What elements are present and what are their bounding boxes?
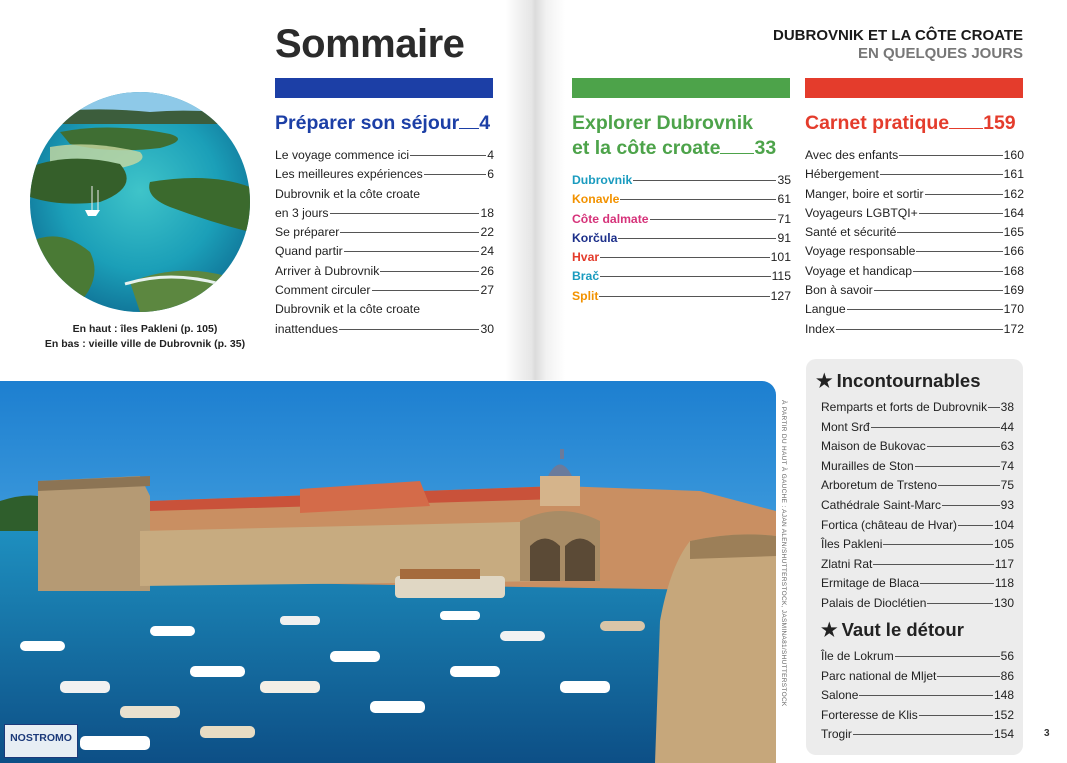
section-label: Préparer son séjour	[275, 112, 460, 134]
section-bar-preparer	[275, 78, 493, 98]
star-icon: ★	[821, 619, 838, 640]
detour-title: ★ Vaut le détour	[821, 619, 964, 640]
toc-entry[interactable]: Se préparer 22	[275, 225, 494, 240]
photo-caption	[30, 322, 260, 352]
toc-entry[interactable]: Voyage responsable 166	[805, 244, 1024, 259]
toc-entry[interactable]: Dubrovnik et la côte croate inattendues 30	[275, 302, 494, 336]
section-label-2: et la côte croate	[572, 137, 721, 159]
toc-entry[interactable]: Hvar 101	[572, 250, 791, 265]
toc-entry[interactable]: Manger, boire et sortir 162	[805, 186, 1024, 201]
section-label: Carnet pratique	[805, 112, 950, 134]
toc-entry[interactable]: Avec des enfants 160	[805, 148, 1024, 162]
toc-entry[interactable]: Les meilleures expériences 6	[275, 167, 494, 182]
toc-entry[interactable]: Mont Srđ 44	[821, 419, 1014, 434]
pakleni-islands-photo	[30, 92, 250, 312]
book-title: DUBROVNIK ET LA CÔTE CROATE	[773, 27, 1023, 44]
toc-entry[interactable]: Île de Lokrum 56	[821, 649, 1014, 663]
toc-entry[interactable]: Parc national de Mljet 86	[821, 668, 1014, 683]
toc-entry[interactable]: Trogir 154	[821, 727, 1014, 742]
caption-top: En haut : îles Pakleni (p. 105)	[72, 323, 218, 335]
toc-entry[interactable]: Arriver à Dubrovnik 26	[275, 263, 494, 278]
section-title-preparer[interactable]	[275, 111, 490, 136]
book-header	[773, 27, 1023, 63]
section-bar-carnet	[805, 78, 1023, 98]
section-title-carnet[interactable]	[805, 111, 1016, 136]
spine-shadow	[505, 0, 565, 380]
caption-bottom: En bas : vieille ville de Dubrovnik (p. 35)	[44, 338, 246, 350]
toc-entry[interactable]: Langue 170	[805, 302, 1024, 317]
toc-entry[interactable]: Palais de Dioclétien 130	[821, 595, 1014, 610]
toc-entry[interactable]: Brač 115	[572, 269, 791, 284]
toc-entry[interactable]: Dubrovnik et la côte croate en 3 jours 18	[275, 186, 494, 220]
toc-entry[interactable]: Îles Pakleni 105	[821, 537, 1014, 552]
toc-entry[interactable]: Maison de Bukovac 63	[821, 439, 1014, 454]
dubrovnik-old-town-photo	[0, 381, 776, 763]
toc-entry[interactable]: Remparts et forts de Dubrovnik 38	[821, 400, 1014, 414]
toc-entry[interactable]: Konavle 61	[572, 192, 791, 207]
section-page: 4	[479, 112, 491, 134]
toc-entry[interactable]: Comment circuler 27	[275, 283, 494, 298]
toc-entry[interactable]: Ermitage de Blaca 118	[821, 576, 1014, 591]
toc-entry[interactable]: Bon à savoir 169	[805, 283, 1024, 298]
toc-entry[interactable]: Voyageurs LGBTQI+ 164	[805, 205, 1024, 220]
toc-entry[interactable]: Santé et sécurité 165	[805, 225, 1024, 240]
toc-entry[interactable]: Murailles de Ston 74	[821, 458, 1014, 473]
toc-entry[interactable]: Zlatni Rat 117	[821, 556, 1014, 571]
toc-entry[interactable]: Le voyage commence ici 4	[275, 148, 494, 162]
toc-detour	[821, 647, 1014, 745]
book-subtitle: EN QUELQUES JOURS	[857, 45, 1023, 62]
toc-entry[interactable]: Korčula 91	[572, 230, 791, 245]
section-bar-explorer	[572, 78, 790, 98]
page-title: Sommaire	[275, 22, 465, 66]
toc-entry[interactable]: Salone 148	[821, 688, 1014, 703]
toc-preparer	[275, 146, 494, 339]
logo-text: NOSTROMO	[10, 732, 72, 744]
page-number: 3	[1044, 728, 1050, 739]
toc-entry[interactable]: Voyage et handicap 168	[805, 263, 1024, 278]
photo-credit: À PARTIR DU HAUT À GAUCHE : AJAN ALEN/SHUTTERSTOCK, JASMINA81/SHUTTERSTOCK	[780, 400, 787, 707]
toc-entry[interactable]: Split 127	[572, 288, 791, 303]
nostromo-logo	[4, 724, 78, 758]
section-title-explorer[interactable]	[572, 111, 776, 161]
toc-entry[interactable]: Index 172	[805, 321, 1024, 336]
star-icon: ★	[816, 370, 833, 391]
incontournables-title: ★ Incontournables	[816, 370, 981, 391]
toc-entry[interactable]: Arboretum de Trsteno 75	[821, 478, 1014, 493]
toc-entry[interactable]: Quand partir 24	[275, 244, 494, 259]
toc-entry[interactable]: Hébergement 161	[805, 167, 1024, 182]
section-label: Explorer Dubrovnik	[572, 112, 753, 134]
toc-carnet	[805, 146, 1024, 339]
toc-entry[interactable]: Forteresse de Klis 152	[821, 707, 1014, 722]
toc-entry[interactable]: Fortica (château de Hvar) 104	[821, 517, 1014, 532]
section-page: 159	[983, 112, 1016, 134]
toc-explorer	[572, 171, 791, 306]
toc-entry[interactable]: Cathédrale Saint-Marc 93	[821, 497, 1014, 512]
toc-entry[interactable]: Côte dalmate 71	[572, 211, 791, 226]
toc-entry[interactable]: Dubrovnik 35	[572, 173, 791, 187]
section-page: 33	[754, 137, 777, 159]
toc-incontournables	[821, 398, 1014, 614]
